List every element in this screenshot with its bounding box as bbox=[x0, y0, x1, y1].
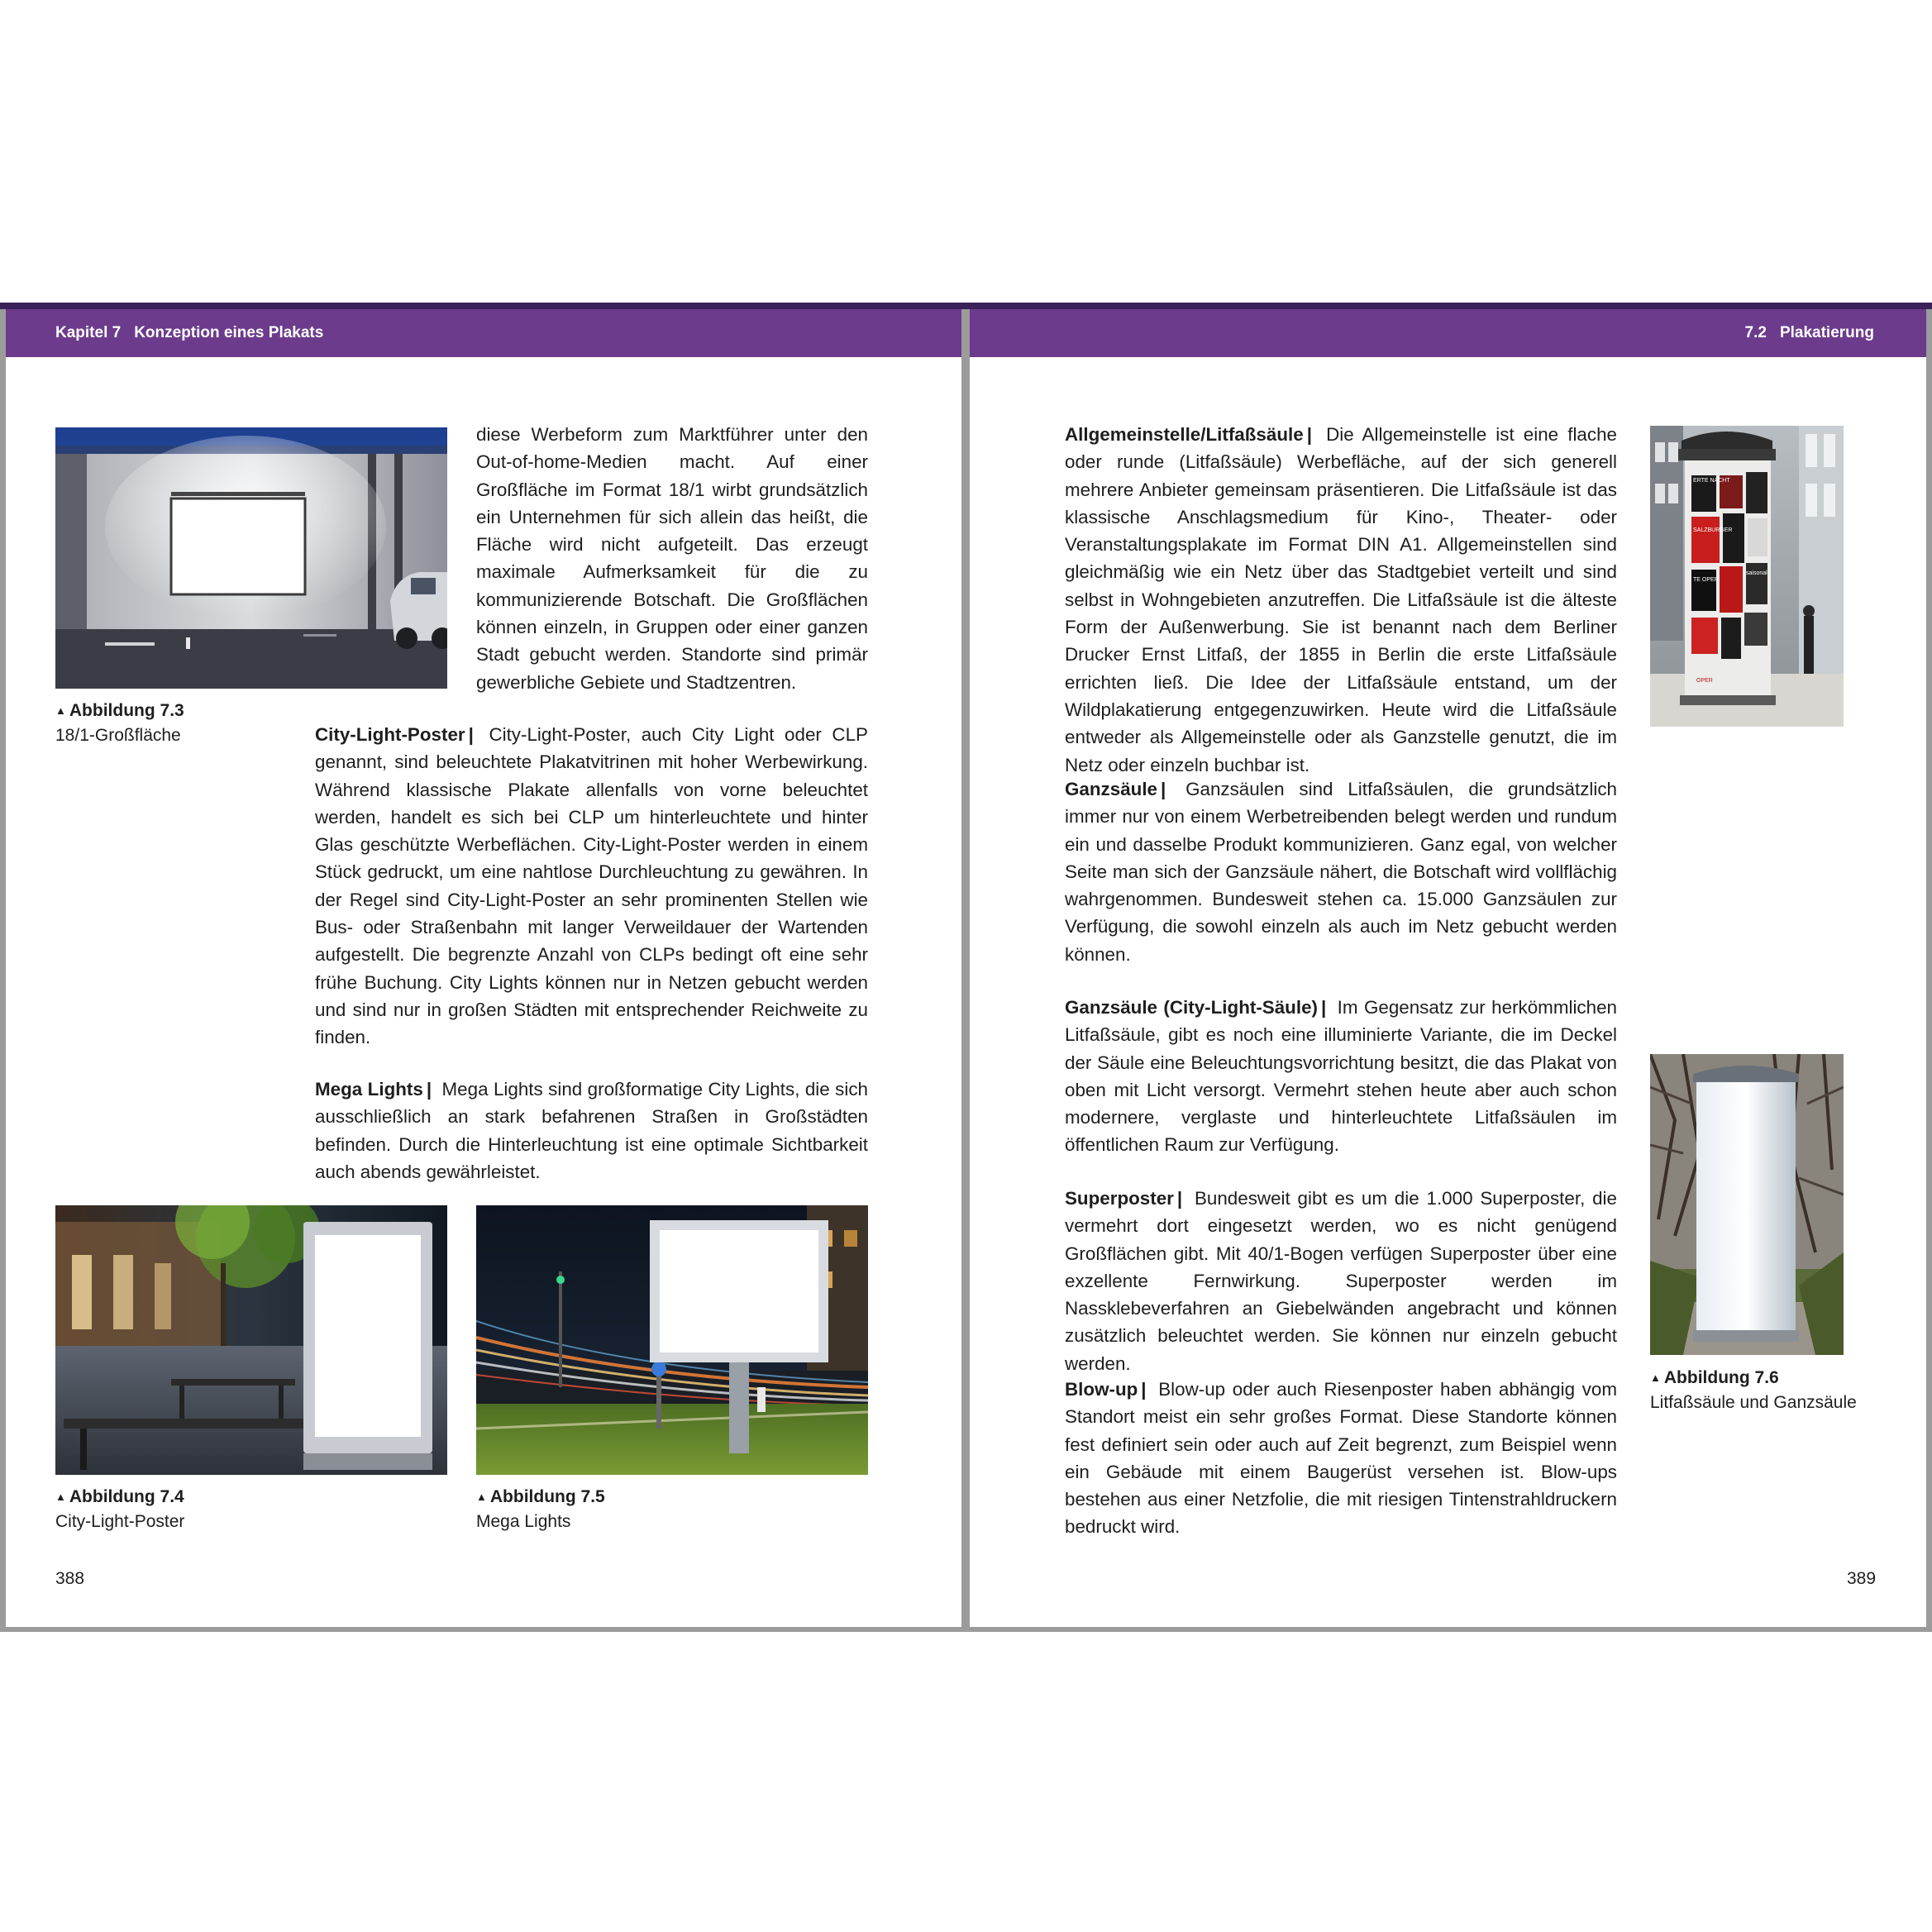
city-light-term: City-Light-Poster bbox=[315, 724, 465, 745]
superposter-term: Superposter bbox=[1065, 1188, 1174, 1209]
separator: | bbox=[426, 1079, 432, 1100]
header-topline bbox=[0, 303, 1932, 309]
city-light-paragraph bbox=[315, 721, 868, 1052]
poster-text: ERTE NACHT bbox=[1693, 478, 1730, 484]
section-number: 7.2 bbox=[1744, 324, 1767, 341]
city-light-text: City-Light-Poster, auch City Light oder CLP genannt, sind beleuchtete Plakatvitrinen mit hoher Werbewirkung. Während klassische Plakate allenfalls von vorne beleuchtet werden, handelt es sich bei CLP um hinterleuchtete und hinter Glas geschützte Werbeflächen. City-Light-Poster werden in einem Stück gedruckt, um eine nahtlose Durchleuchtung zu gewähren. In der Regel sind City-Light-Poster an sehr prominenten Stellen wie Bus- oder Straßenbahn mit langer Verweildauer der Wartenden aufgestellt. Die begrenzte Anzahl von CLPs bedingt oft eine sehr frühe Buchung. City Lights können nur in Netzen gebucht werden und sind nur in großen Städten mit entsprechender Reichweite zu finden. bbox=[315, 724, 868, 1048]
figure-7-4-caption-text: City-Light-Poster bbox=[55, 1512, 185, 1531]
chapter-number: Kapitel 7 bbox=[55, 324, 122, 341]
intro-text: diese Werbeform zum Marktführer unter den Out-of-home-Medien macht. Auf einer Großfläche im Format 18/1 wirbt grundsätzlich ein Unternehmen für sich allein das heißt, die Fläche wird nicht aufgeteilt. Das erzeugt maximale Aufmerksamkeit für die zu kommunizierende Botschaft. Die Großflächen können einzeln, in Gruppen oder einer ganzen Stadt gebucht werden. Standorte sind primär gewerbliche Gebiete und Stadtzentren. bbox=[476, 424, 868, 693]
intro-paragraph bbox=[476, 421, 868, 696]
figure-7-3-caption-text: 18/1-Großfläche bbox=[55, 726, 181, 745]
mega-lights-paragraph bbox=[315, 1076, 868, 1185]
separator: | bbox=[1161, 779, 1166, 799]
allgemeinstelle-text: Die Allgemeinstelle ist eine flache oder runde (Litfaßsäule) Werbefläche, auf der sich generell mehrere Anbieter gemeinsam präsentieren. Die Litfaßsäule ist das klassische Anschlagsmedium für Kino-, Theater- oder Veranstaltungsplakate im Format DIN A1. Allgemeinstellen sind gleichmäßig wie ein Netz über das Stadtgebiet verteilt und sind selbst in Wohngebieten anzutreffen. Die Litfaßsäule ist die älteste Form der Außenwerbung. Sie ist benannt nach dem Berliner Drucker Ernst Litfaß, der 1855 in Berlin die erste Litfaßsäule errichten ließ. Die Idee der Litfaßsäule entstand, um der Wildplakatierung entgegenzuwirken. Heute wird die Litfaßsäule entweder als Allgemeinstelle oder als Ganzstelle genutzt, die im Netz oder einzeln buchbar ist. bbox=[1065, 424, 1617, 775]
figure-7-3-label: Abbildung 7.3 bbox=[69, 701, 184, 720]
triangle-up-icon: ▲ bbox=[476, 1491, 487, 1503]
figure-7-3-image bbox=[55, 427, 447, 689]
figure-7-5-caption bbox=[476, 1485, 724, 1534]
figure-7-5-caption-text: Mega Lights bbox=[476, 1512, 571, 1531]
figure-7-4-image bbox=[55, 1205, 447, 1475]
ganzsaeule-text: Ganzsäulen sind Litfaßsäulen, die grundsätzlich immer nur von einem Werbetreibenden belegt werden und rundum ein und dasselbe Produkt kommunizieren. Ganz egal, von welcher Seite man sich der Ganzsäule nähert, die Botschaft wird vollflächig wahrgenommen. Bundesweit stehen ca. 15.000 Ganzsäulen zur Verfügung, die sowohl einzeln als auch im Netz gebucht werden können. bbox=[1065, 779, 1617, 965]
poster-text: OPER bbox=[1696, 678, 1713, 684]
separator: | bbox=[468, 724, 474, 745]
running-header-left bbox=[6, 309, 961, 357]
figure-7-4-label: Abbildung 7.4 bbox=[69, 1487, 184, 1506]
figure-7-5-image bbox=[476, 1205, 868, 1475]
poster-text: saisonal bbox=[1746, 570, 1767, 576]
allgemeinstelle-paragraph bbox=[1065, 421, 1617, 779]
poster-text: TE OPER bbox=[1693, 577, 1719, 583]
poster-text: SALZBURGER bbox=[1693, 527, 1733, 533]
separator: | bbox=[1320, 997, 1327, 1018]
ganzsaeule-city-light-text: Im Gegensatz zur herkömmlichen Litfaßsäule, gibt es noch eine illuminierte Variante, die im Deckel der Säule eine Beleuchtungsvorrichtung besitzt, die das Plakat von oben mit Licht versorgt. Vermehrt stehen heute aber auch schon modernere, verglaste und hinterleuchtete Litfaßsäulen im öffentlichen Raum zur Verfügung. bbox=[1065, 997, 1617, 1156]
figure-7-6-label: Abbildung 7.6 bbox=[1663, 1368, 1779, 1387]
allgemeinstelle-term: Allgemeinstelle/Litfaßsäule bbox=[1065, 424, 1304, 445]
figure-7-6-litfass-image bbox=[1650, 426, 1844, 727]
superposter-text: Bundesweit gibt es um die 1.000 Superposter, die vermehrt dort eingesetzt werden, wo es nicht genügend Großflächen gibt. Mit 40/1-Bogen verfügen Superposter über eine exzellente Fernwirkung. Superposter werden im Nassklebeverfahren an Giebelwänden angebracht und können zusätzlich beleuchtet werden. Sie können nur einzeln gebucht werden. bbox=[1065, 1188, 1617, 1374]
superposter-paragraph bbox=[1065, 1185, 1617, 1377]
figure-7-5-label: Abbildung 7.5 bbox=[489, 1487, 605, 1506]
figure-7-4-caption bbox=[55, 1485, 303, 1534]
book-spread bbox=[0, 303, 1932, 1632]
figure-7-6-ganzsaeule-image bbox=[1650, 1054, 1844, 1355]
mega-lights-term: Mega Lights bbox=[315, 1079, 423, 1100]
page-number-right: 389 bbox=[1847, 1569, 1877, 1588]
blowup-text: Blow-up oder auch Riesenposter haben abhängig vom Standort meist ein sehr großes Format. Diese Standorte können fest definiert sein oder auch auf Zeit begrenzt, zum Beispiel wenn ein Gebäude mit einem Baugerüst versehen ist. Blow-ups bestehen aus einer Netzfolie, die mit riesigen Tintenstrahldruckern bedruckt wird. bbox=[1065, 1379, 1617, 1538]
chapter-title: Konzeption eines Plakats bbox=[134, 324, 324, 341]
running-header-right bbox=[970, 309, 1926, 357]
triangle-up-icon: ▲ bbox=[1650, 1371, 1661, 1384]
ganzsaeule-paragraph bbox=[1065, 775, 1617, 968]
figure-7-6-caption-text: Litfaßsäule und Ganzsäule bbox=[1650, 1393, 1857, 1412]
separator: | bbox=[1176, 1188, 1183, 1209]
triangle-up-icon: ▲ bbox=[55, 704, 66, 717]
figure-7-3-caption bbox=[55, 699, 204, 748]
mega-lights-text: Mega Lights sind großformatige City Lights, die sich ausschließlich an stark befahrenen Straßen in Großstädten befinden. Durch die Hinterleuchtung ist eine optimale Sichtbarkeit auch abends gewährleistet. bbox=[315, 1079, 868, 1182]
separator: | bbox=[1306, 424, 1312, 445]
ganzsaeule-term: Ganzsäule bbox=[1065, 779, 1157, 799]
section-title: Plakatierung bbox=[1779, 324, 1874, 341]
blowup-term: Blow-up bbox=[1065, 1379, 1138, 1400]
triangle-up-icon: ▲ bbox=[55, 1491, 66, 1503]
ganzsaeule-city-light-paragraph bbox=[1065, 994, 1617, 1159]
separator: | bbox=[1141, 1379, 1147, 1400]
blowup-paragraph bbox=[1065, 1376, 1617, 1541]
page-number-left: 388 bbox=[55, 1569, 85, 1588]
figure-7-6-caption bbox=[1650, 1366, 1898, 1415]
ganzsaeule-city-light-term: Ganzsäule (City-Light-Säule) bbox=[1065, 997, 1318, 1018]
